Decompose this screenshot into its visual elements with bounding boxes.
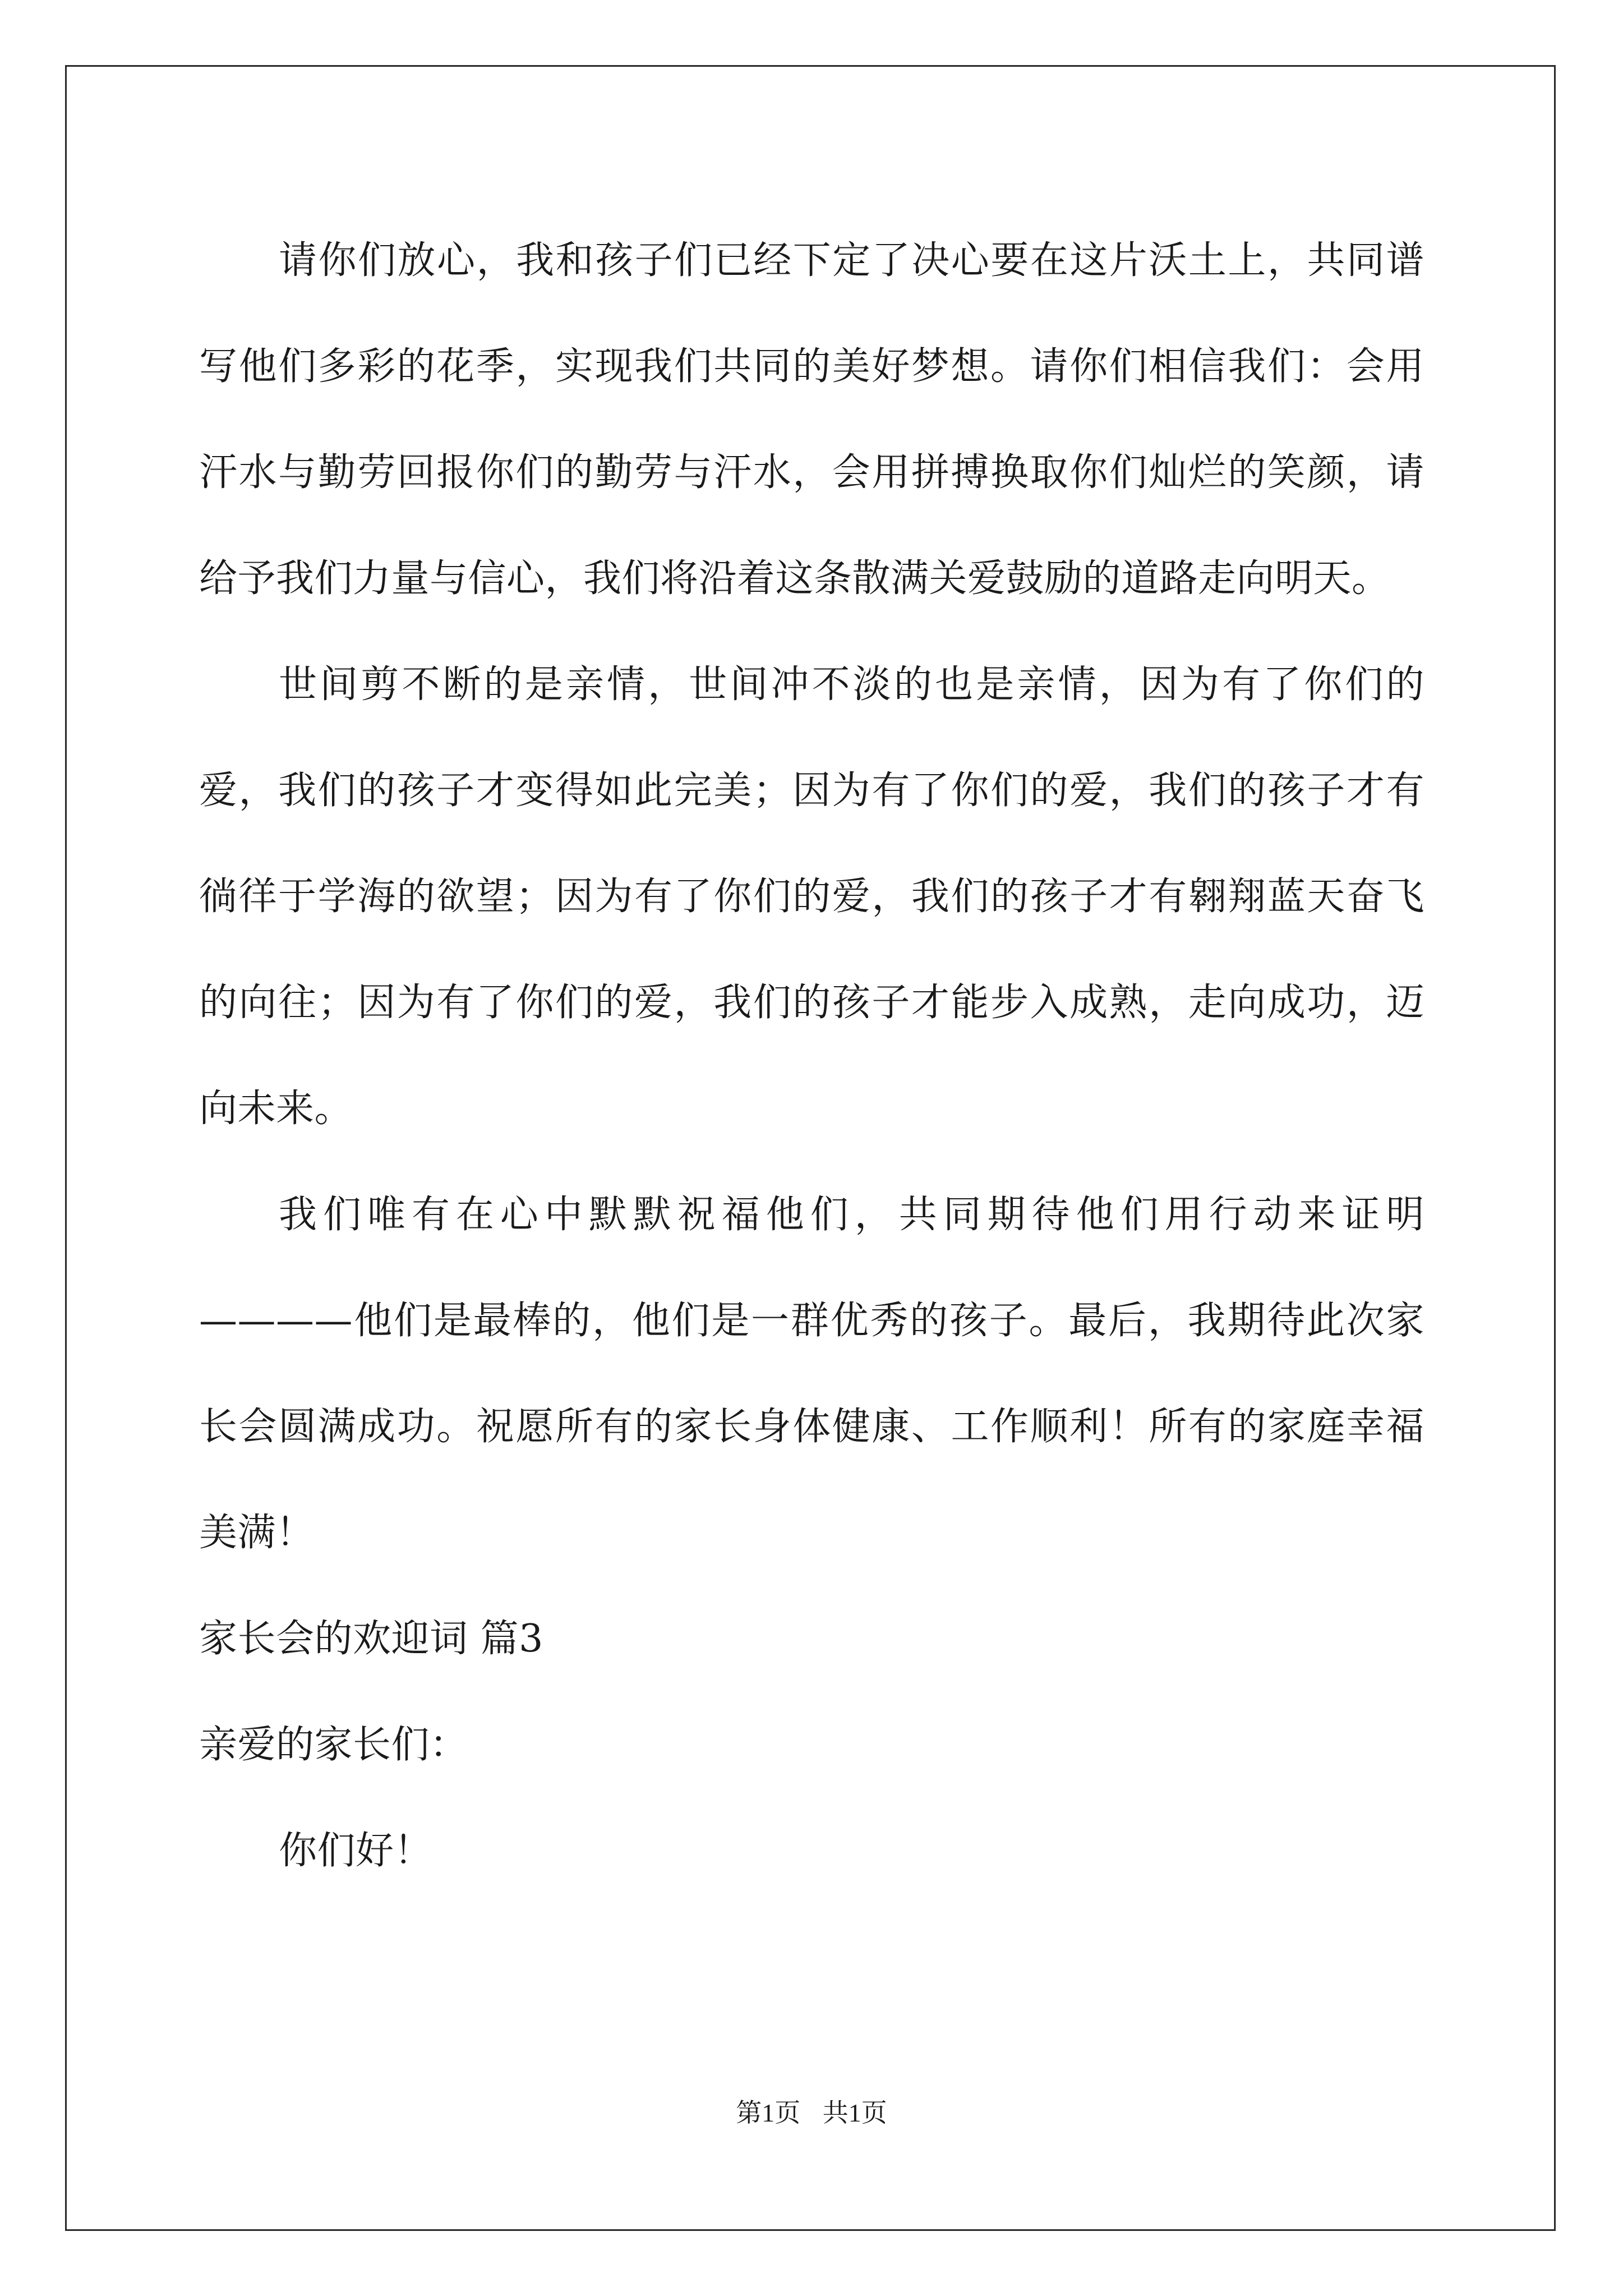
document-body <box>199 208 1424 1904</box>
paragraph-closing-wishes: 我们唯有在心中默默祝福他们，共同期待他们用行动来证明————他们是最棒的，他们是一群优秀的孩子。最后，我期待此次家长会圆满成功。祝愿所有的家长身体健康、工作顺利！所有的家庭幸福美满！ <box>199 1193 1424 1555</box>
paragraph-reassurance: 请你们放心，我和孩子们已经下定了决心要在这片沃土上，共同谱写他们多彩的花季，实现我们共同的美好梦想。请你们相信我们：会用汗水与勤劳回报你们的勤劳与汗水，会用拼搏换取你们灿烂的笑颜，请给予我们力量与信心，我们将沿着这条散满关爱鼓励的道路走向明天。 <box>199 238 1424 601</box>
page-footer <box>0 2092 1623 2129</box>
page-total: 共1页 <box>822 2099 887 2127</box>
section-heading: 家长会的欢迎词 篇3 <box>199 1617 543 1661</box>
page-number: 第1页 <box>736 2099 801 2127</box>
paragraph-family-love: 世间剪不断的是亲情，世间冲不淡的也是亲情，因为有了你们的爱，我们的孩子才变得如此完美；因为有了你们的爱，我们的孩子才有徜徉于学海的欲望；因为有了你们的爱，我们的孩子才有翱翔蓝天奋飞的向往；因为有了你们的爱，我们的孩子才能步入成熟，走向成功，迈向未来。 <box>199 662 1424 1131</box>
salutation: 亲爱的家长们： <box>199 1723 468 1767</box>
greeting: 你们好！ <box>279 1829 433 1873</box>
